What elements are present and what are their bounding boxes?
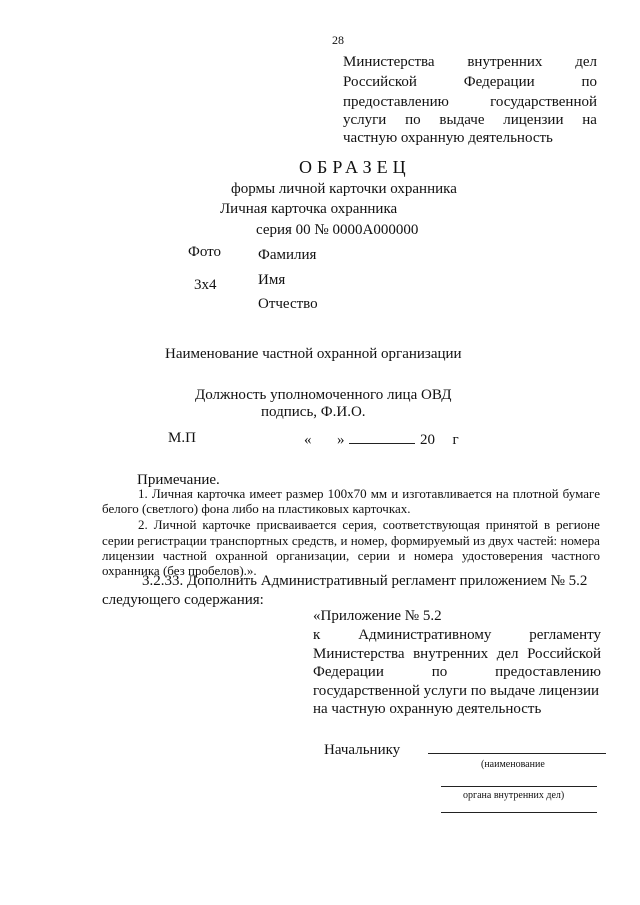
appendix-word: внутренних: [413, 646, 489, 662]
note-word: из: [473, 533, 486, 548]
header-word: Федерации: [463, 74, 535, 90]
note-word: и: [340, 533, 348, 548]
addressee-label: Начальнику: [324, 742, 401, 758]
date-year: 20: [420, 432, 435, 448]
note-word: на: [495, 486, 509, 501]
note-word: бумаге: [562, 486, 600, 501]
note-word: регистрации: [137, 533, 207, 548]
note-word: серии: [357, 548, 390, 563]
appendix-word: Российской: [527, 646, 601, 662]
note-word: частной: [162, 548, 207, 563]
note-item2-line1: [138, 517, 600, 533]
org-name: Наименование частной охранной организации: [165, 346, 462, 362]
note-word: имеет: [249, 486, 282, 501]
header-word: предоставлению: [343, 94, 449, 110]
appendix-line-1: [313, 627, 601, 644]
note-word: частей:: [517, 533, 558, 548]
note-word: охранной: [215, 548, 268, 563]
date-open-quote: «: [304, 432, 312, 448]
note-word: карточке: [202, 517, 251, 532]
note-word: Личная: [151, 486, 193, 501]
note-word: присваивается: [256, 517, 337, 532]
header-line-2: [343, 74, 597, 91]
note-item2-line4: охранника (без пробелов).».: [102, 563, 257, 578]
note-word: формируемый: [390, 533, 470, 548]
note-word: номер,: [350, 533, 388, 548]
note-word: серии: [102, 533, 135, 548]
appendix-line-3: [313, 664, 601, 681]
card-title: Личная карточка охранника: [220, 201, 398, 217]
header-word: по: [581, 74, 597, 90]
appendix-word: Министерства: [313, 646, 405, 662]
appendix-line-2: [313, 646, 601, 663]
note-word: принятой: [485, 517, 539, 532]
addressee-line-2: [441, 786, 597, 787]
header-word: государственной: [490, 94, 597, 110]
header-line-5: частную охранную деятельность: [343, 130, 553, 146]
header-word: дел: [575, 54, 597, 70]
note-item1-line1: [138, 486, 600, 502]
note-word: и: [398, 548, 406, 563]
page-number: 28: [332, 33, 344, 47]
note-word: номера: [560, 533, 600, 548]
photo-size: 3х4: [194, 277, 217, 293]
addressee-caption-1: (наименование: [481, 759, 545, 770]
header-line-3: [343, 94, 597, 111]
note-word: 100х70: [327, 486, 367, 501]
addressee-caption-2: органа внутренних дел): [463, 790, 565, 801]
note-word: плотной: [512, 486, 559, 501]
sample-title: ОБРАЗЕЦ: [299, 157, 411, 177]
header-word: Российской: [343, 74, 417, 90]
note-word: в: [544, 517, 551, 532]
note-word: номера: [413, 548, 454, 563]
appendix-word: к: [313, 627, 321, 643]
note-item2-line2: [102, 533, 600, 549]
appendix-word: регламенту: [529, 627, 601, 643]
note-word: частного: [551, 548, 600, 563]
note-word: лицензии: [102, 548, 155, 563]
note-word: серия,: [342, 517, 377, 532]
appendix-line-4: государственной услуги по выдаче лицензии: [313, 683, 600, 699]
note-word: 1.: [138, 486, 148, 501]
name-label: Имя: [258, 272, 286, 288]
date-line: [304, 430, 459, 449]
date-year-suffix: г: [452, 432, 459, 448]
sample-subtitle: формы личной карточки охранника: [231, 181, 457, 197]
header-word: лицензии: [503, 112, 564, 128]
note-word: размер: [285, 486, 324, 501]
note-word: 2.: [138, 517, 148, 532]
header-word: Министерства: [343, 54, 435, 70]
addressee-line-3: [441, 812, 597, 813]
note-word: мм: [370, 486, 388, 501]
note-word: Личной: [153, 517, 197, 532]
header-line-4: [343, 112, 597, 129]
signature-label: подпись, Ф.И.О.: [261, 404, 366, 420]
header-line-1: [343, 54, 597, 71]
note-word: транспортных: [210, 533, 289, 548]
note-word: регионе: [556, 517, 600, 532]
note-item2-line3: [102, 548, 600, 564]
stamp-label: М.П: [168, 430, 196, 446]
note-item1-line2: белого (светлого) фона либо на пластиковых карточках.: [102, 501, 411, 516]
appendix-line-5: на частную охранную деятельность: [313, 701, 542, 717]
appendix-title: «Приложение № 5.2: [313, 608, 442, 624]
appendix-word: предоставлению: [495, 664, 601, 680]
note-word: карточка: [196, 486, 246, 501]
note-word: изготавливается: [402, 486, 492, 501]
note-heading: Примечание.: [137, 472, 220, 488]
note-word: удостоверения: [461, 548, 543, 563]
appendix-word: Федерации: [313, 664, 384, 680]
header-word: по: [405, 112, 421, 128]
note-word: двух: [488, 533, 514, 548]
note-word: соответствующая: [382, 517, 480, 532]
photo-label: Фото: [188, 244, 222, 260]
surname-label: Фамилия: [258, 247, 317, 263]
header-word: выдаче: [439, 112, 485, 128]
amendment-line1: 3.2.33. Дополнить Административный регламент приложением № 5.2: [142, 573, 588, 589]
header-word: внутренних: [467, 54, 543, 70]
date-close-quote: »: [337, 432, 345, 448]
appendix-word: дел: [496, 646, 519, 662]
addressee-line-1: [428, 753, 606, 754]
appendix-word: по: [431, 664, 448, 680]
header-word: на: [582, 112, 597, 128]
patronymic-label: Отчество: [258, 296, 318, 312]
note-word: организации,: [276, 548, 350, 563]
card-series: серия 00 № 0000А000000: [256, 222, 419, 238]
header-word: услуги: [343, 112, 387, 128]
note-word: и: [391, 486, 399, 501]
date-blank: [349, 430, 415, 444]
appendix-word: Административному: [358, 627, 492, 643]
official-position: Должность уполномоченного лица ОВД: [195, 387, 452, 403]
note-word: средств,: [291, 533, 338, 548]
amendment-line2: следующего содержания:: [102, 592, 264, 608]
